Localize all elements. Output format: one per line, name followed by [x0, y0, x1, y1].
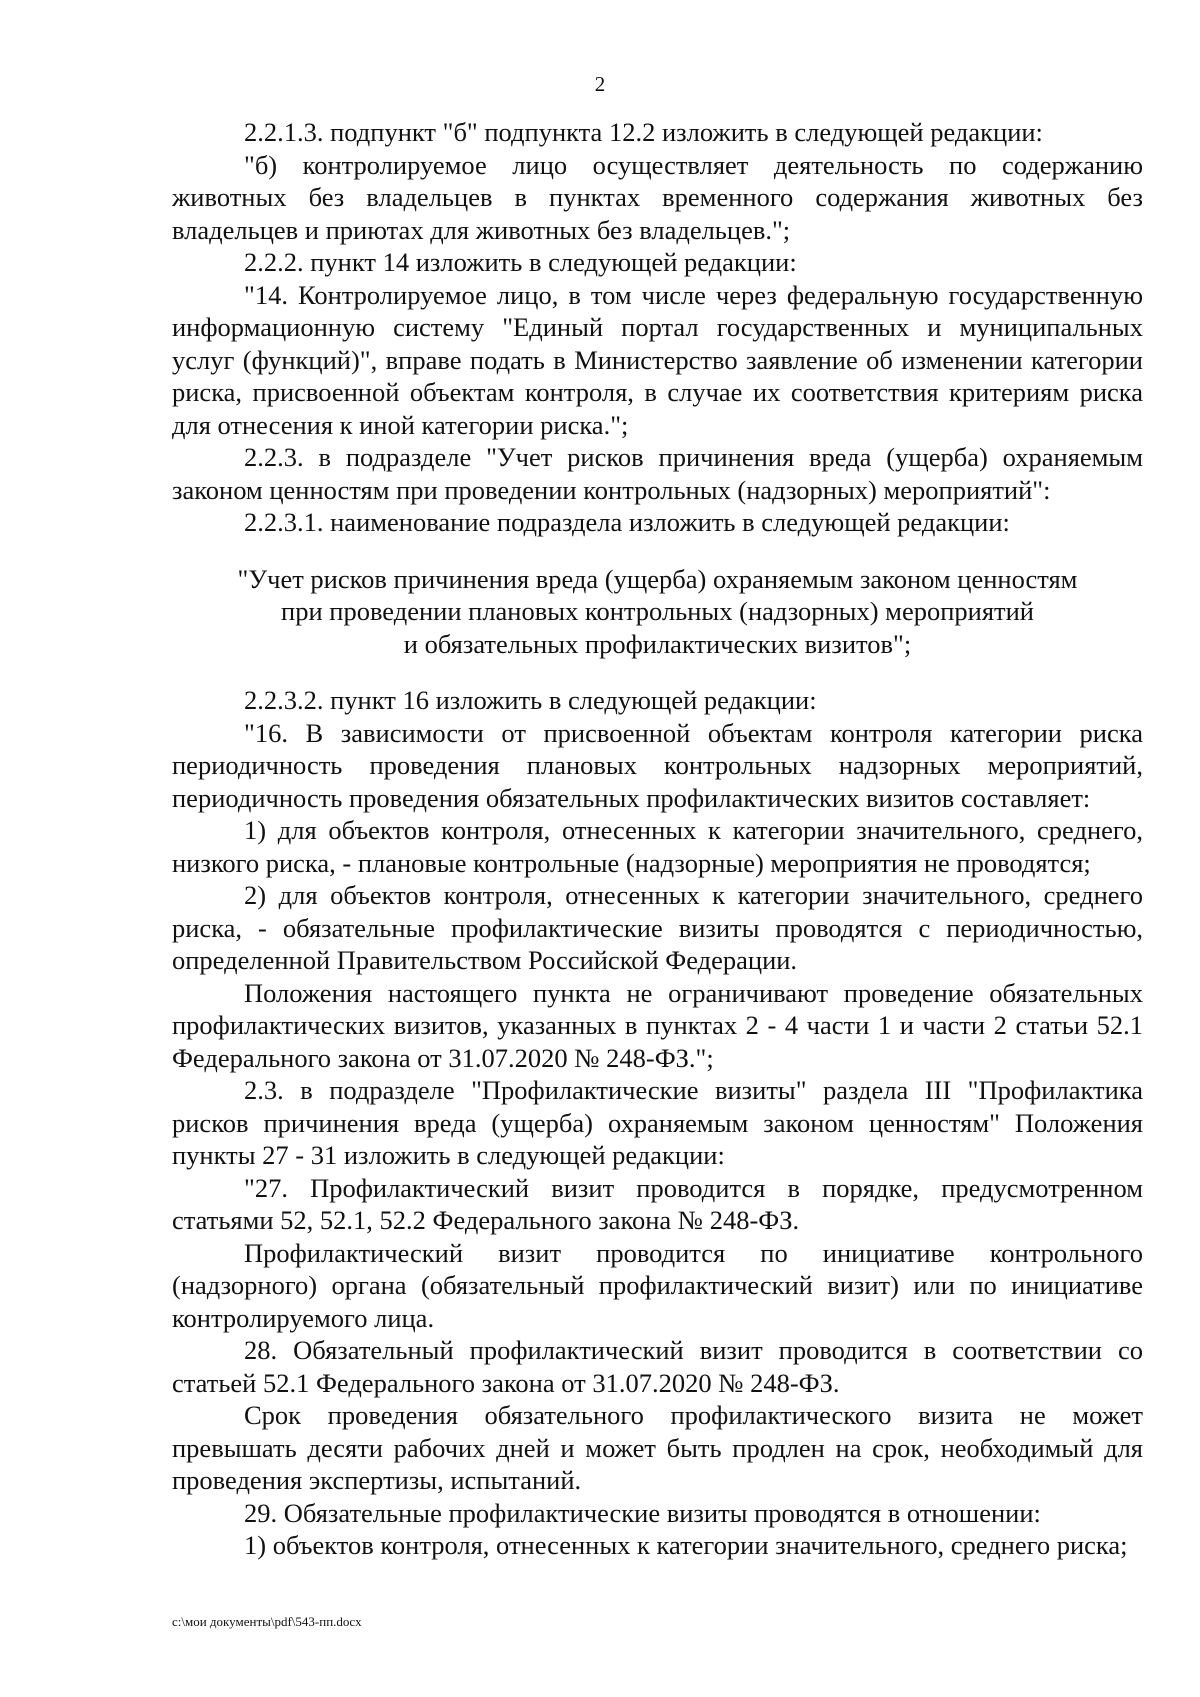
- paragraph: 1) для объектов контроля, отнесенных к категории значительного, среднего, низкого риска, - плановые контрольные (надзорные) мероприятия не проводятся;: [172, 815, 1143, 878]
- paragraph: 29. Обязательные профилактические визиты проводятся в отношении:: [244, 1497, 1041, 1528]
- paragraph: Положения настоящего пункта не ограничивают проведение обязательных профилактических визитов, указанных в пунктах 2 - 4 части 1 и части 2 статьи 52.1 Федерального закона от 31.07.2020 № 248-ФЗ.";: [172, 977, 1143, 1073]
- centered-subsection-title: [172, 563, 1143, 661]
- paragraph: 2.2.1.3. подпункт "б" подпункта 12.2 изложить в следующей редакции:: [244, 117, 1043, 147]
- paragraph: 2.2.3.1. наименование подраздела изложить в следующей редакции:: [244, 507, 1010, 537]
- page-number: 2: [594, 72, 606, 96]
- file-path-footer: c:\мои документы\pdf\543-пп.docx: [172, 1614, 362, 1629]
- paragraph: "б) контролируемое лицо осуществляет деятельность по содержанию животных без владельцев в пунктах временного содержания животных без владельцев и приютах для животных без владельцев.";: [172, 149, 1143, 245]
- paragraph: 2.2.3.2. пункт 16 изложить в следующей редакции:: [244, 685, 817, 715]
- paragraph: "16. В зависимости от присвоенной объектам контроля категории риска периодичность проведения плановых контрольных надзорных мероприятий, периодичность проведения обязательных профилактических визитов составляет:: [172, 717, 1143, 813]
- paragraph: Профилактический визит проводится по инициативе контрольного (надзорного) органа (обязательный профилактический визит) или по инициативе контролируемого лица.: [172, 1237, 1143, 1333]
- centered-title-line: и обязательных профилактических визитов";: [403, 628, 912, 659]
- paragraph: Срок проведения обязательного профилактического визита не может превышать десяти рабочих дней и может быть продлен на срок, необходимый для проведения экспертизы, испытаний.: [172, 1400, 1143, 1495]
- paragraph: "14. Контролируемое лицо, в том числе через федеральную государственную информационную систему "Единый портал государственных и муниципальных услуг (функций)", вправе подать в Министерство заявление об изменении категории риска, присвоенной объектам контроля, в случае их соответствия критериям риска для отнесения к иной категории риска.";: [172, 279, 1143, 440]
- paragraph: 28. Обязательный профилактический визит проводится в соответствии со статьей 52.1 Федерального закона от 31.07.2020 № 248-ФЗ.: [172, 1335, 1143, 1398]
- centered-title-line: при проведении плановых контрольных (надзорных) мероприятий: [281, 596, 1034, 626]
- centered-title-line: "Учет рисков причинения вреда (ущерба) охраняемым законом ценностям: [237, 563, 1078, 594]
- paragraph: 2.2.2. пункт 14 изложить в следующей редакции:: [244, 247, 797, 277]
- paragraph: 2) для объектов контроля, отнесенных к категории значительного, среднего риска, - обязательные профилактические визиты проводятся с периодичностью, определенной Правительством Российской Федерации.: [172, 880, 1143, 975]
- paragraph: 2.2.3. в подразделе "Учет рисков причинения вреда (ущерба) охраняемым законом ценностям при проведении контрольных (надзорных) мероприятий":: [172, 442, 1143, 505]
- paragraph: "27. Профилактический визит проводится в порядке, предусмотренном статьями 52, 52.1, 52.2 Федерального закона № 248-ФЗ.: [172, 1172, 1143, 1235]
- paragraph: 1) объектов контроля, отнесенных к категории значительного, среднего риска;: [244, 1530, 1128, 1560]
- document-body: [172, 116, 1143, 1562]
- paragraph: 2.3. в подразделе "Профилактические визиты" раздела III "Профилактика рисков причинения вреда (ущерба) охраняемым законом ценностям" Положения пункты 27 - 31 изложить в следующей редакции:: [172, 1075, 1143, 1170]
